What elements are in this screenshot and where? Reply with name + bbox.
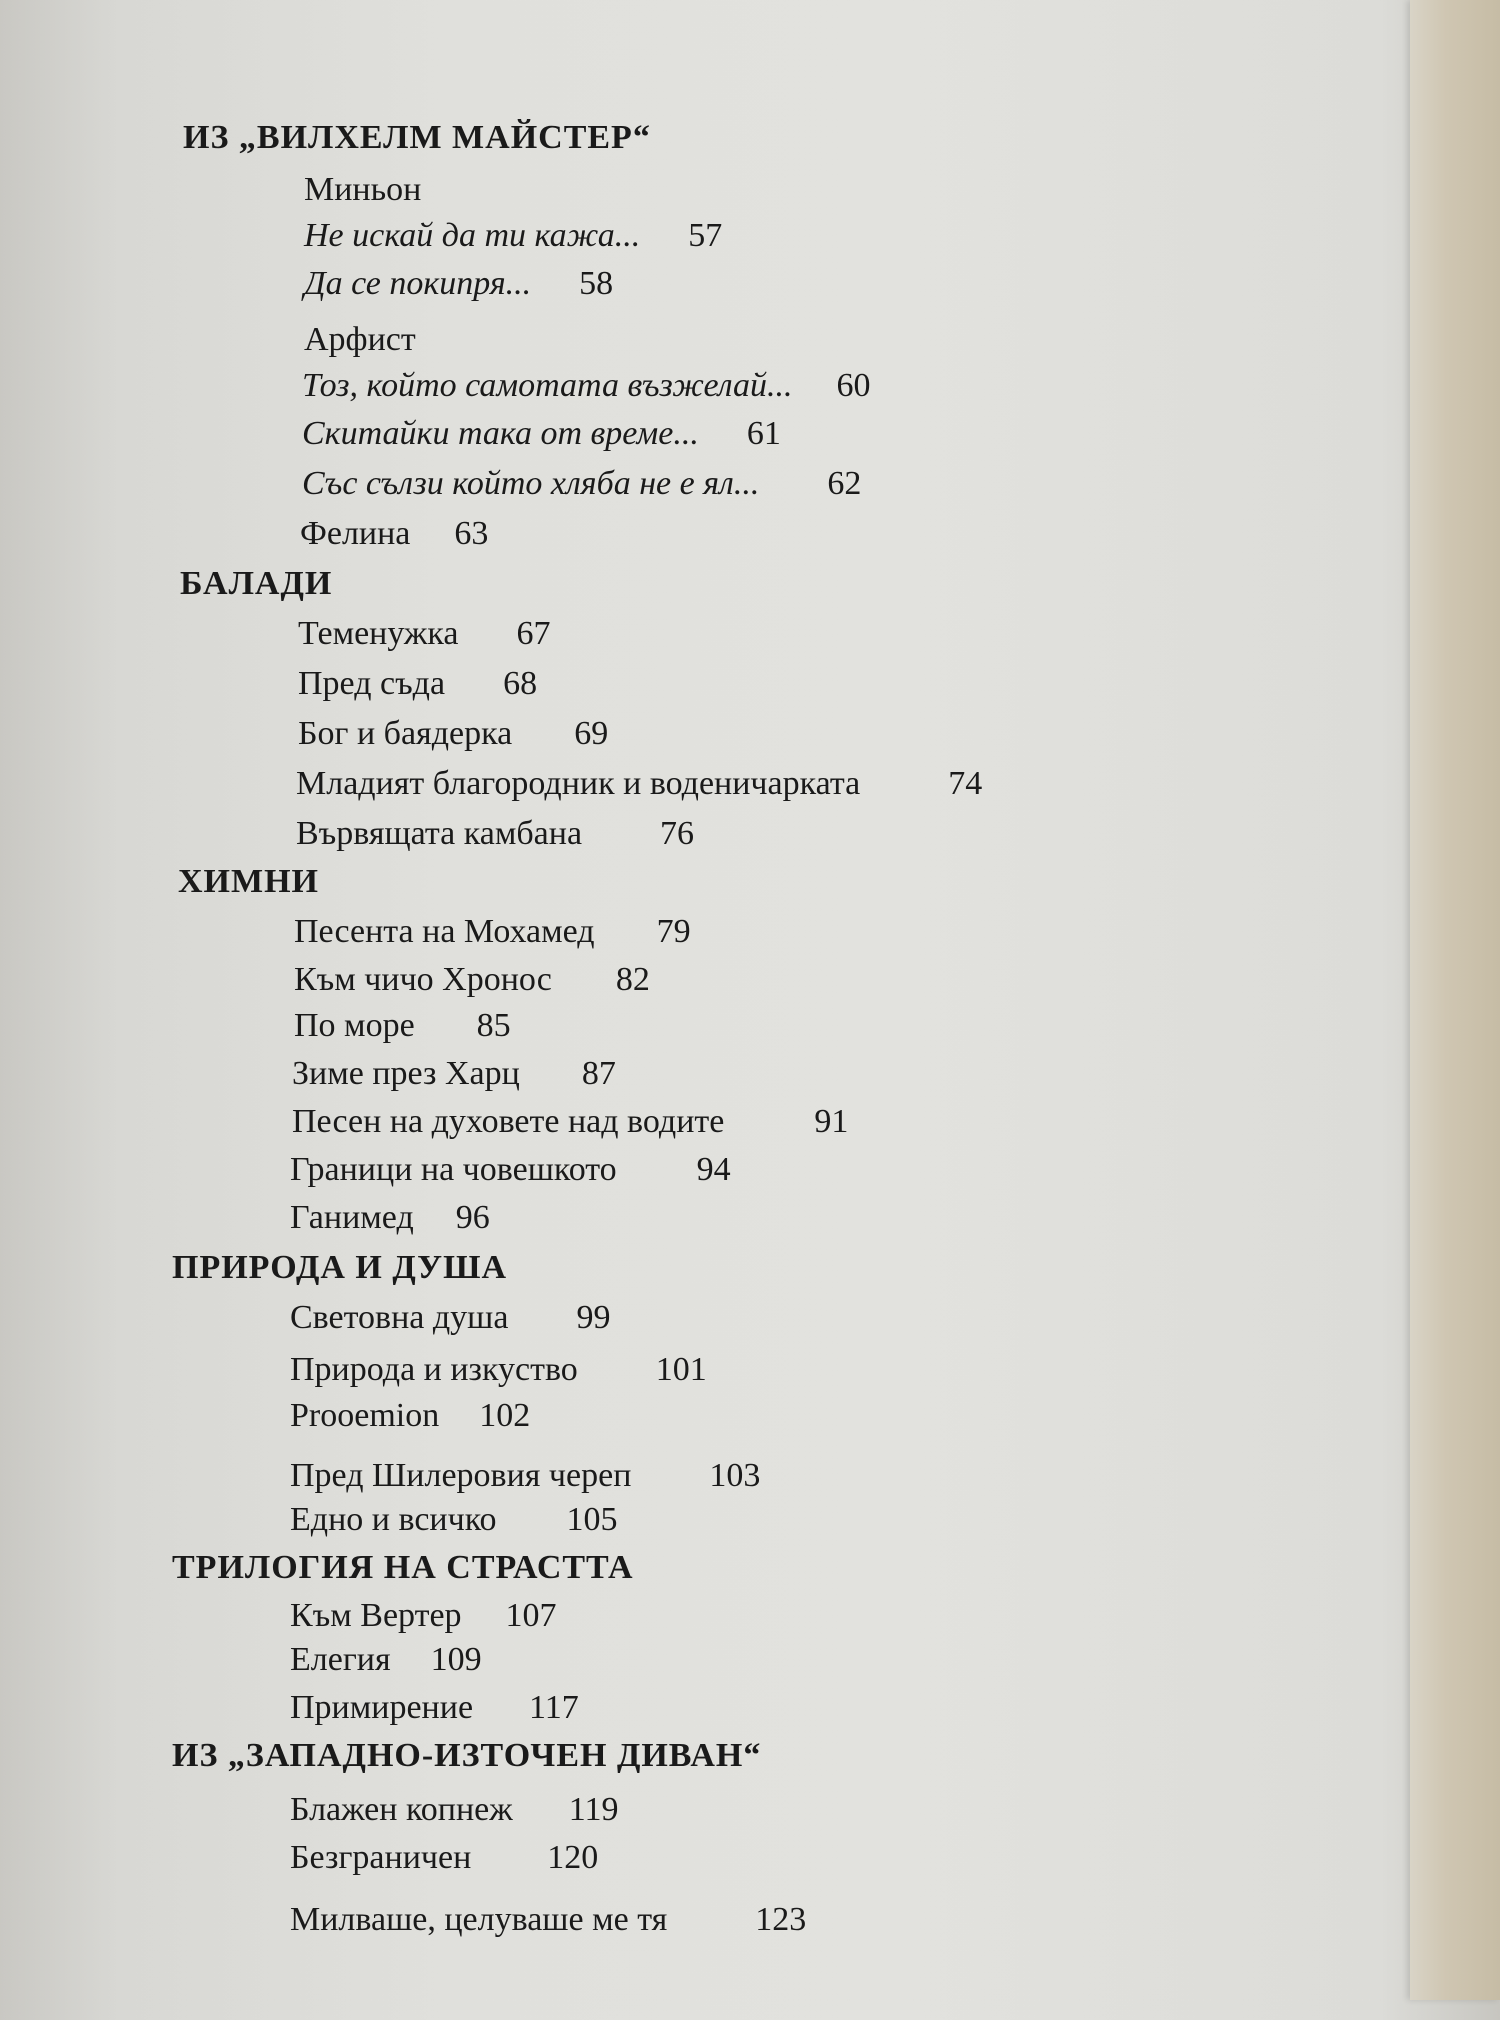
toc-entry [290, 1150, 731, 1190]
toc-entry-page-number: 99 [576, 1299, 611, 1336]
toc-entry-title: Граници на човешкото [290, 1151, 617, 1188]
toc-entry-title: Пред Шилеровия череп [290, 1457, 632, 1494]
toc-entry [290, 1396, 530, 1436]
toc-entry-page-number: 60 [836, 367, 871, 404]
toc-entry-page-number: 62 [827, 465, 862, 502]
toc-section-heading [183, 118, 651, 158]
toc-entry-page-number: 79 [656, 913, 691, 950]
toc-entry-title: По море [294, 1007, 415, 1044]
toc-entry-title: Примирение [290, 1689, 474, 1726]
toc-subheading-title: Миньон [304, 171, 422, 208]
toc-entry-title: Към Вертер [290, 1597, 462, 1634]
toc-section-title: ПРИРОДА И ДУША [172, 1249, 508, 1286]
toc-entry-title: Скитайки така от време... [302, 415, 699, 452]
toc-entry [298, 714, 608, 754]
toc-section-heading [172, 1548, 634, 1588]
toc-entry-title: Тоз, който самотата възжелай... [302, 367, 793, 404]
toc-entry [292, 1054, 616, 1094]
toc-entry [290, 1350, 707, 1390]
toc-entry [294, 960, 650, 1000]
toc-entry [290, 1596, 557, 1636]
toc-entry [298, 664, 537, 704]
toc-entry-page-number: 103 [709, 1457, 761, 1494]
toc-subheading [304, 320, 416, 360]
toc-entry [290, 1838, 598, 1878]
toc-section-title: БАЛАДИ [180, 565, 333, 602]
toc-entry-title: Песен на духовете над водите [292, 1103, 725, 1140]
toc-entry [302, 464, 861, 504]
toc-entry-title: Песента на Мохамед [294, 913, 595, 950]
toc-entry-title: Безграничен [290, 1839, 472, 1876]
toc-entry-title: Вървящата камбана [296, 815, 583, 852]
toc-entry [290, 1790, 618, 1830]
toc-entry [296, 764, 982, 804]
toc-entry-page-number: 91 [814, 1103, 849, 1140]
toc-entry [298, 614, 551, 654]
toc-entry [290, 1688, 579, 1728]
toc-entry [302, 414, 781, 454]
toc-entry-page-number: 68 [503, 665, 538, 702]
toc-entry-title: Световна душа [290, 1299, 509, 1336]
toc-entry [290, 1640, 482, 1680]
toc-entry-page-number: 58 [579, 265, 614, 302]
toc-entry [290, 1900, 806, 1940]
toc-section-heading [180, 564, 332, 604]
toc-entry-title: Природа и изкуство [290, 1351, 578, 1388]
toc-entry-title: Prooemion [290, 1397, 440, 1434]
toc-entry [292, 1102, 848, 1142]
toc-entry-title: Зиме през Харц [292, 1055, 520, 1092]
toc-entry [296, 814, 694, 854]
toc-subheading [304, 170, 421, 210]
toc-entry-page-number: 61 [746, 415, 781, 452]
toc-entry-page-number: 87 [581, 1055, 616, 1092]
toc-entry-title: Елегия [290, 1641, 391, 1678]
toc-section-heading [172, 1736, 761, 1776]
toc-entry [300, 514, 488, 554]
toc-entry-page-number: 94 [696, 1151, 731, 1188]
toc-entry-title: Милваше, целуваше ме тя [290, 1901, 668, 1938]
toc-subheading-title: Арфист [304, 321, 416, 358]
toc-entry-page-number: 96 [455, 1199, 490, 1236]
toc-entry-page-number: 101 [655, 1351, 707, 1388]
toc-entry [294, 1006, 511, 1046]
toc-entry-title: Пред съда [298, 665, 446, 702]
toc-entry-title: Ганимед [290, 1199, 414, 1236]
toc-entry [294, 912, 691, 952]
toc-entry-page-number: 63 [454, 515, 489, 552]
toc-entry-page-number: 82 [615, 961, 650, 998]
toc-entry [290, 1198, 490, 1238]
toc-section-title: ИЗ „ВИЛХЕЛМ МАЙСТЕР“ [183, 119, 651, 156]
toc-entry [304, 216, 722, 256]
toc-section-heading [172, 1248, 507, 1288]
toc-entry-title: Не искай да ти кажа... [304, 217, 641, 254]
toc-entry [302, 366, 870, 406]
toc-section-title: ИЗ „ЗАПАДНО-ИЗТОЧЕН ДИВАН“ [172, 1737, 762, 1774]
toc-entry-title: Към чичо Хронос [294, 961, 552, 998]
toc-entry-page-number: 57 [688, 217, 723, 254]
toc-entry-title: Да се покипря... [304, 265, 532, 302]
toc-entry-page-number: 119 [568, 1791, 619, 1828]
toc-entry-page-number: 109 [430, 1641, 482, 1678]
adjacent-page-edge [1410, 0, 1500, 2000]
toc-section-title: ТРИЛОГИЯ НА СТРАСТТА [172, 1549, 634, 1586]
toc-entry-page-number: 74 [948, 765, 983, 802]
toc-entry-page-number: 76 [660, 815, 695, 852]
toc-entry-title: Теменужка [298, 615, 459, 652]
toc-entry-title: Със сълзи който хляба не е ял... [302, 465, 760, 502]
toc-entry-title: Едно и всичко [290, 1501, 497, 1538]
toc-entry-page-number: 69 [574, 715, 609, 752]
toc-entry-title: Бог и баядерка [298, 715, 513, 752]
toc-entry [290, 1500, 618, 1540]
toc-entry-page-number: 67 [516, 615, 551, 652]
toc-entry-page-number: 117 [529, 1689, 579, 1726]
toc-entry-page-number: 107 [505, 1597, 557, 1634]
toc-entry-title: Младият благородник и воденичарката [296, 765, 861, 802]
toc-entry-page-number: 123 [755, 1901, 807, 1938]
toc-section-heading [178, 862, 319, 902]
toc-entry-page-number: 105 [566, 1501, 618, 1538]
toc-entry [290, 1298, 610, 1338]
toc-entry [304, 264, 613, 304]
toc-entry-page-number: 85 [476, 1007, 511, 1044]
toc-entry-page-number: 120 [547, 1839, 599, 1876]
toc-entry-page-number: 102 [479, 1397, 531, 1434]
toc-entry-title: Блажен копнеж [290, 1791, 513, 1828]
toc-entry [290, 1456, 760, 1496]
toc-entry-title: Фелина [300, 515, 411, 552]
toc-section-title: ХИМНИ [178, 863, 319, 900]
